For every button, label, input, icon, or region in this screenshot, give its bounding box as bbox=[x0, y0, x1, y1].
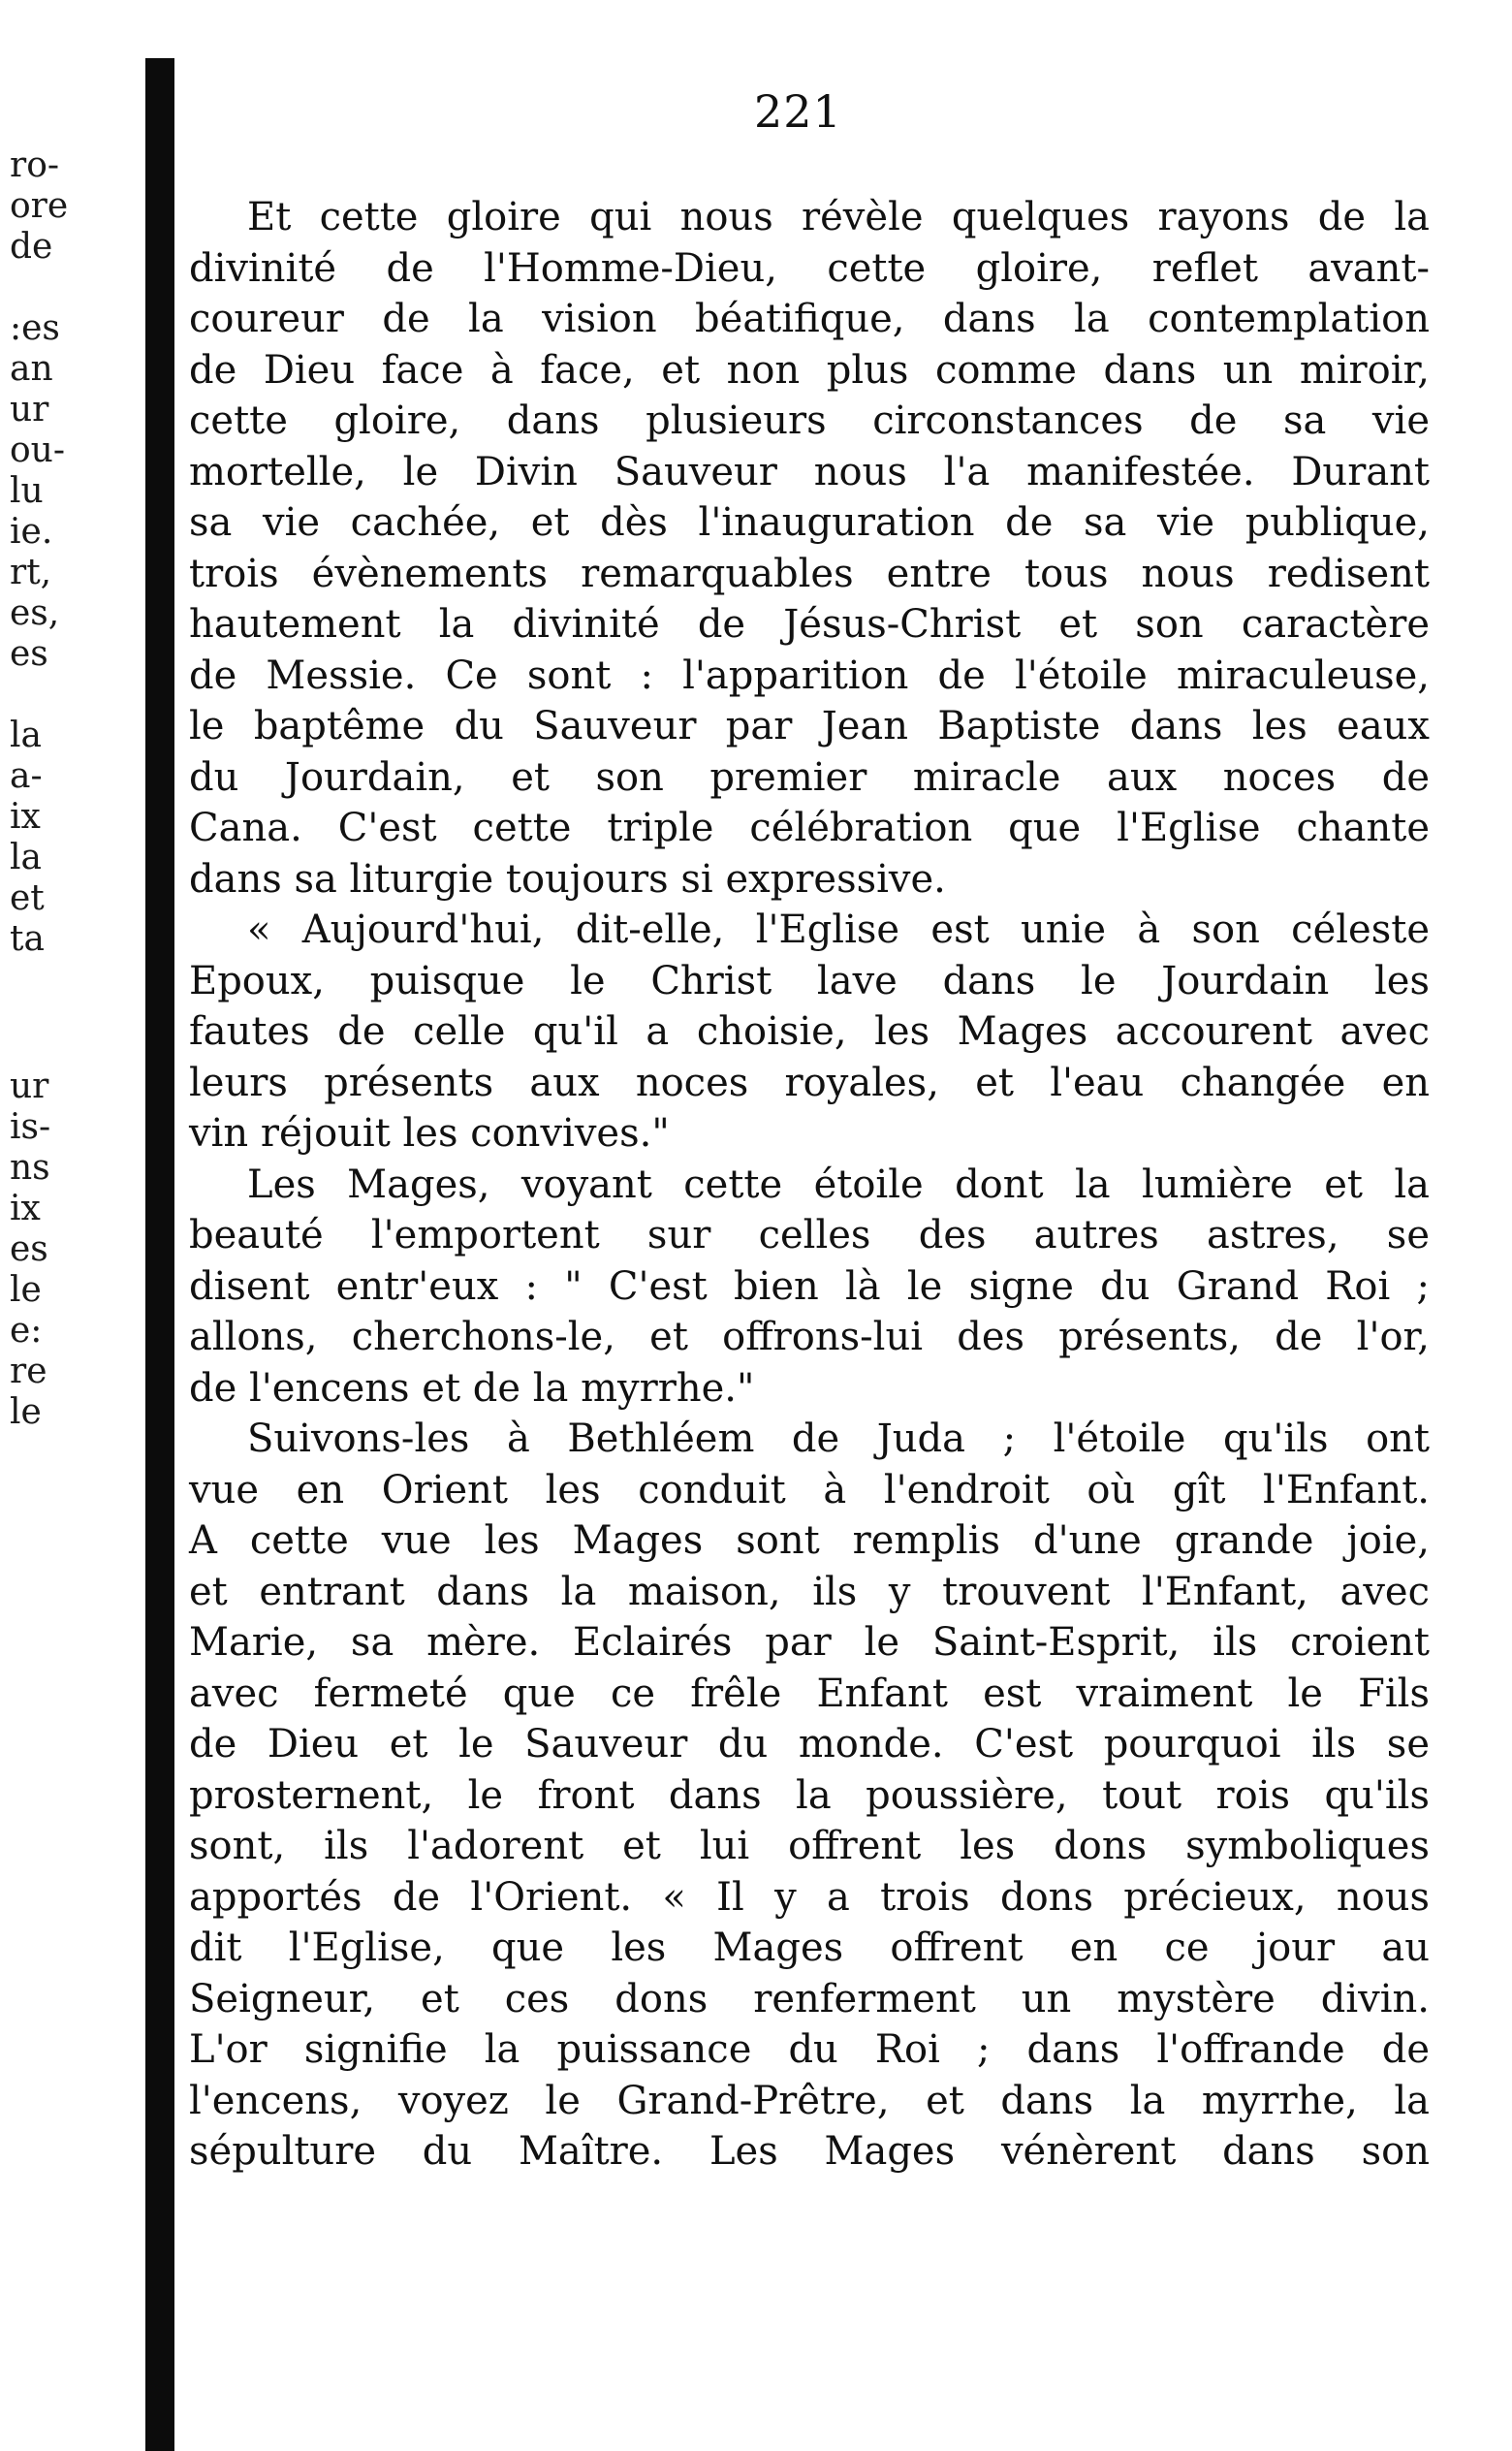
text-line: sont, ils l'adorent et lui offrent les dons symboliques bbox=[189, 1824, 1430, 1868]
margin-fragment: et bbox=[10, 878, 45, 918]
text-line: prosternent, le front dans la poussière, tout rois qu'ils bbox=[189, 1772, 1430, 1818]
facing-page-fragments-upper bbox=[10, 145, 126, 960]
facing-page-fragments-lower bbox=[10, 1066, 126, 1433]
margin-fragment: de bbox=[10, 227, 53, 267]
text-line: et entrant dans la maison, ils y trouvent l'Enfant, avec bbox=[189, 1569, 1430, 1614]
margin-fragment: lu bbox=[10, 471, 44, 511]
text-line: disent entr'eux : " C'est bien là le signe du Grand Roi ; bbox=[189, 1263, 1430, 1309]
margin-fragment: es, bbox=[10, 593, 60, 633]
text-line: de Messie. Ce sont : l'apparition de l'étoile miraculeuse, bbox=[189, 653, 1430, 698]
margin-fragment: ro- bbox=[10, 145, 60, 185]
text-line: Cana. C'est cette triple célébration que l'Eglise chante bbox=[189, 806, 1430, 850]
text-line: le baptême du Sauveur par Jean Baptiste dans les eaux bbox=[189, 704, 1430, 748]
margin-fragment: ur bbox=[10, 390, 49, 430]
body-text bbox=[189, 192, 1430, 2178]
text-line: L'or signifie la puissance du Roi ; dans l'offrande de bbox=[189, 2027, 1430, 2072]
margin-fragment: ix bbox=[10, 797, 41, 837]
text-line: trois évènements remarquables entre tous nous redisent bbox=[189, 551, 1430, 596]
text-line: Seigneur, et ces dons renferment un mystère divin. bbox=[189, 1976, 1430, 2021]
margin-fragment: :es bbox=[10, 308, 60, 348]
margin-fragment bbox=[10, 675, 126, 716]
text-line: sépulture du Maître. Les Mages vénèrent dans son bbox=[189, 2129, 1430, 2174]
margin-fragment: ur bbox=[10, 1066, 49, 1106]
text-line: allons, cherchons-le, et offrons-lui des présents, de l'or, bbox=[189, 1315, 1430, 1359]
text-line: hautement la divinité de Jésus-Christ et son caractère bbox=[189, 602, 1430, 647]
binding-gutter-shadow bbox=[145, 58, 174, 2451]
margin-fragment: le bbox=[10, 1270, 42, 1310]
text-line: de l'encens et de la myrrhe." bbox=[189, 1365, 755, 1411]
margin-fragment: la bbox=[10, 716, 42, 755]
margin-fragment: ie. bbox=[10, 512, 53, 552]
text-line: vue en Orient les conduit à l'endroit où gît l'Enfant. bbox=[189, 1467, 1430, 1512]
text-line: de Dieu et le Sauveur du monde. C'est pourquoi ils se bbox=[189, 1722, 1430, 1767]
text-line: Epoux, puisque le Christ lave dans le Jourdain les bbox=[189, 958, 1430, 1003]
text-line: beauté l'emportent sur celles des autres astres, se bbox=[189, 1213, 1430, 1257]
margin-fragment: ou- bbox=[10, 430, 66, 470]
text-line: apportés de l'Orient. « Il y a trois dons précieux, nous bbox=[189, 1874, 1430, 1920]
margin-fragment: is- bbox=[10, 1107, 51, 1147]
text-line: avec fermeté que ce frêle Enfant est vraiment le Fils bbox=[189, 1671, 1430, 1716]
text-line: Marie, sa mère. Eclairés par le Saint-Esprit, ils croient bbox=[189, 1620, 1430, 1665]
text-line: sa vie cachée, et dès l'inauguration de sa vie publique, bbox=[189, 500, 1430, 545]
margin-fragment: rt, bbox=[10, 553, 52, 592]
text-line: dit l'Eglise, que les Mages offrent en ce jour au bbox=[189, 1926, 1430, 1970]
text-line: Les Mages, voyant cette étoile dont la lumière et la bbox=[247, 1162, 1430, 1207]
text-line: cette gloire, dans plusieurs circonstances de sa vie bbox=[189, 398, 1430, 443]
margin-fragment: re bbox=[10, 1352, 47, 1391]
text-line: A cette vue les Mages sont remplis d'une grande joie, bbox=[189, 1518, 1430, 1563]
text-line: dans sa liturgie toujours si expressive. bbox=[189, 856, 946, 902]
page-number: 221 bbox=[754, 85, 842, 138]
margin-fragment: es bbox=[10, 634, 48, 674]
margin-fragment: es bbox=[10, 1229, 48, 1269]
margin-fragment: ta bbox=[10, 919, 45, 959]
text-line: Suivons-les à Bethléem de Juda ; l'étoile qu'ils ont bbox=[247, 1416, 1430, 1461]
text-line: divinité de l'Homme-Dieu, cette gloire, reflet avant- bbox=[189, 245, 1430, 291]
text-line: du Jourdain, et son premier miracle aux noces de bbox=[189, 754, 1430, 800]
margin-fragment: ore bbox=[10, 186, 69, 226]
text-line: leurs présents aux noces royales, et l'eau changée en bbox=[189, 1060, 1430, 1105]
text-line: Et cette gloire qui nous révèle quelques rayons de la bbox=[247, 195, 1430, 239]
margin-fragment bbox=[10, 268, 126, 308]
text-line: mortelle, le Divin Sauveur nous l'a manifestée. Durant bbox=[189, 449, 1430, 494]
margin-fragment: le bbox=[10, 1392, 42, 1432]
text-line: l'encens, voyez le Grand-Prêtre, et dans la myrrhe, la bbox=[189, 2078, 1430, 2123]
margin-fragment: an bbox=[10, 349, 53, 389]
text-line: de Dieu face à face, et non plus comme dans un miroir, bbox=[189, 347, 1430, 393]
text-line: « Aujourd'hui, dit-elle, l'Eglise est unie à son céleste bbox=[247, 907, 1430, 952]
text-line: coureur de la vision béatifique, dans la contemplation bbox=[189, 297, 1430, 341]
text-line: fautes de celle qu'il a choisie, les Mages accourent avec bbox=[189, 1009, 1430, 1054]
margin-fragment: la bbox=[10, 838, 42, 877]
margin-fragment: e: bbox=[10, 1311, 43, 1351]
text-line: vin réjouit les convives." bbox=[189, 1111, 670, 1156]
margin-fragment: ns bbox=[10, 1148, 50, 1188]
margin-fragment: a- bbox=[10, 756, 43, 796]
margin-fragment: ix bbox=[10, 1189, 41, 1228]
